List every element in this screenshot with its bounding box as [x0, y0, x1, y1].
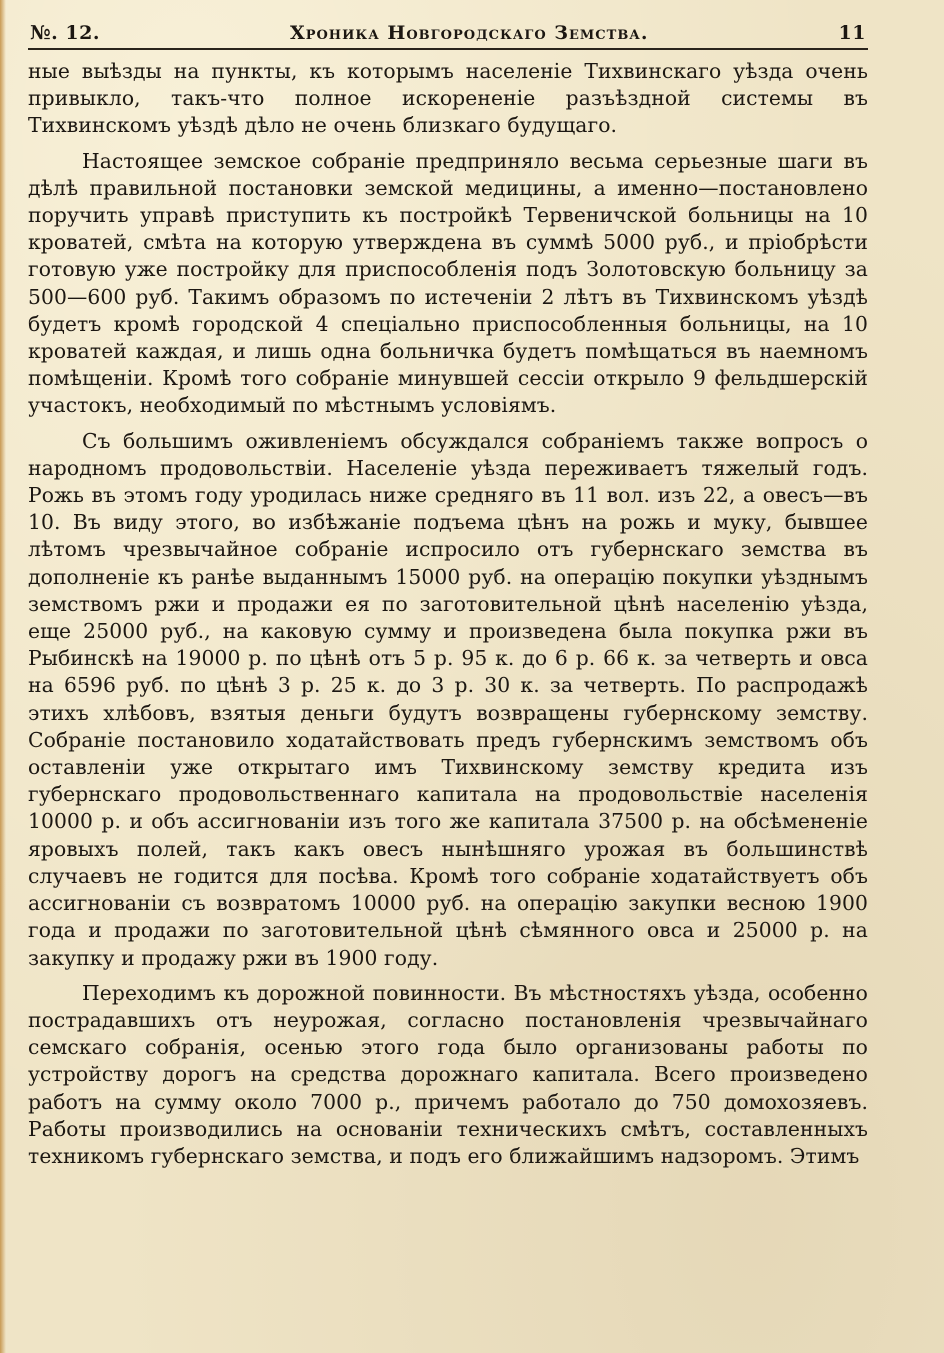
paragraph-road-duty: Переходимъ къ дорожной повинности. Въ мѣстностяхъ уѣзда, особенно пострадавшихъ отъ неурожая, согласно постановленія чрезвычайнаго семскаго собранія, осенью этого года было организованы работы по устройству дорогъ на средства дорожнаго капитала. Всего произведено работъ на сумму около 7000 р., причемъ работало до 750 домохозяевъ. Работы производились на основаніи техническихъ смѣтъ, составленныхъ техникомъ губернскаго земства, и подъ его ближайшимъ надзоромъ. Этимъ	[28, 980, 868, 1168]
document-page	[28, 22, 868, 1170]
page-number: 11	[838, 22, 866, 44]
running-header	[28, 22, 868, 50]
issue-number: №. 12.	[30, 22, 100, 44]
page-edge-shadow	[0, 0, 6, 1353]
article-body	[28, 58, 868, 1170]
paragraph-continuation: ные выѣзды на пункты, къ которымъ населеніе Тихвинскаго уѣзда очень привыкло, такъ-что полное искорененіе разъѣздной системы въ Тихвинскомъ уѣздѣ дѣло не очень близкаго будущаго.	[28, 59, 868, 138]
paragraph-food-supply: Съ большимъ оживленіемъ обсуждался собраніемъ также вопросъ о народномъ продовольствіи. Населеніе уѣзда переживаетъ тяжелый годъ. Рожь въ этомъ году уродилась ниже средняго въ 11 вол. изъ 22, а овесъ—въ 10. Въ виду этого, во избѣжаніе подъема цѣнъ на рожь и муку, бывшее лѣтомъ чрезвычайное собраніе испросило отъ губернскаго земства въ дополненіе къ ранѣе выданнымъ 15000 руб. на операцію покупки уѣзднымъ земствомъ ржи и продажи ея по заготовительной цѣнѣ населенію уѣзда, еще 25000 руб., на каковую сумму и произведена была покупка ржи въ Рыбинскѣ на 19000 р. по цѣнѣ отъ 5 р. 95 к. до 6 р. 66 к. за четверть и овса на 6596 руб. по цѣнѣ 3 р. 25 к. до 3 р. 30 к. за четверть. По распродажѣ этихъ хлѣбовъ, взятыя деньги будутъ возвращены губернскому земству. Собраніе постановило ходатайствовать предъ губернскимъ земствомъ объ оставленіи уже открытаго имъ Тихвинскому земству кредита изъ губернскаго продовольственнаго капитала на продовольствіе населенія 10000 р. и объ ассигнованіи изъ того же капитала 37500 р. на обсѣмененіе яровыхъ полей, такъ какъ овесъ нынѣшняго урожая въ большинствѣ случаевъ не годится для посѣва. Кромѣ того собраніе ходатайствуетъ объ ассигнованіи съ возвратомъ 10000 руб. на операцію закупки весною 1900 года и продажи по заготовительной цѣнѣ сѣмянного овса и 25000 р. на закупку и продажу ржи въ 1900 году.	[28, 428, 868, 970]
journal-title: Хроника Новгородскаго Земства.	[289, 22, 649, 44]
paragraph-medicine: Настоящее земское собраніе предприняло весьма серьезные шаги въ дѣлѣ правильной постановки земской медицины, а именно—постановлено поручить управѣ приступить къ постройкѣ Тервеничской больницы на 10 кроватей, смѣта на которую утверждена въ суммѣ 5000 руб., и пріобрѣсти готовую уже постройку для приспособленія подъ Золотовскую больницу за 500—600 руб. Такимъ образомъ по истеченіи 2 лѣтъ въ Тихвинскомъ уѣздѣ будетъ кромѣ городской 4 спеціально приспособленныя больницы, на 10 кроватей каждая, и лишь одна больничка будетъ помѣщаться въ наемномъ помѣщеніи. Кромѣ того собраніе минувшей сессіи открыло 9 фельдшерскій участокъ, необходимый по мѣстнымъ условіямъ.	[28, 148, 868, 418]
